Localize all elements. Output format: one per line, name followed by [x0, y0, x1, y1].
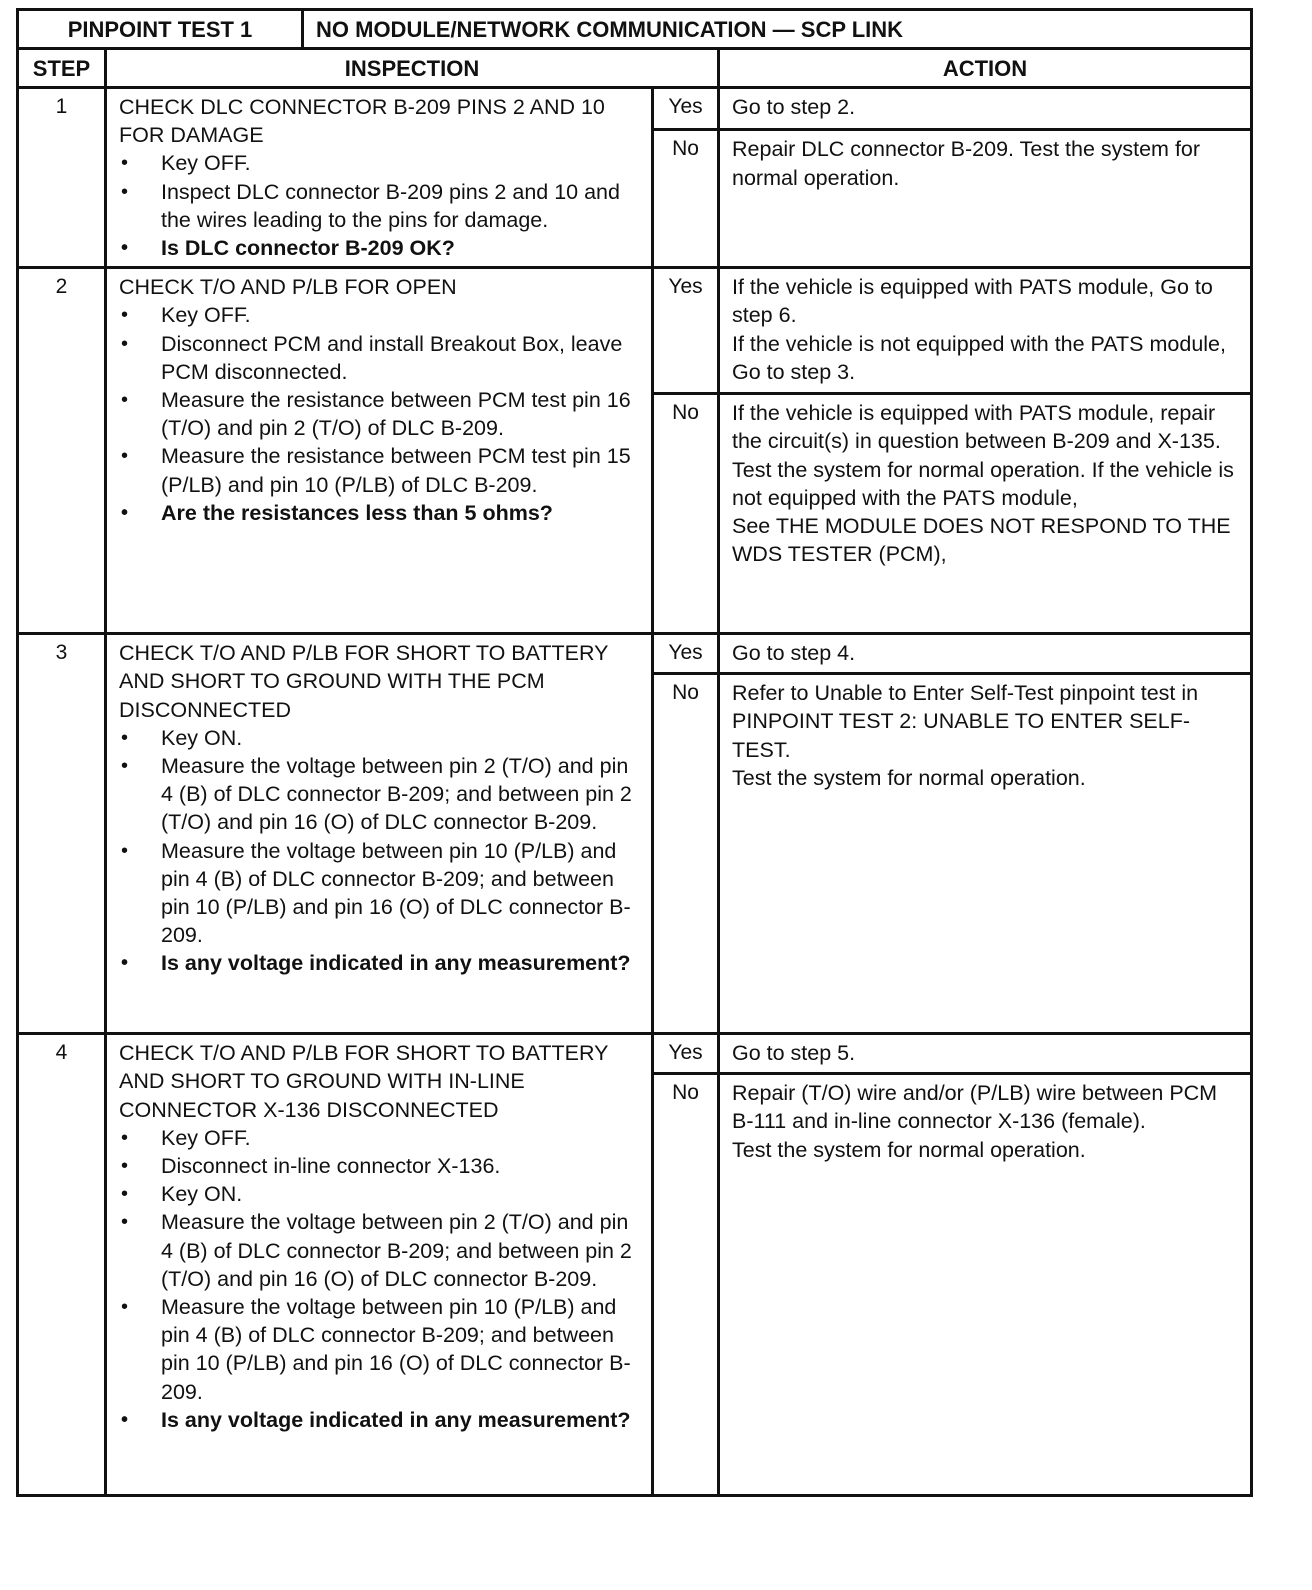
- step-row: [18, 634, 1252, 674]
- no-label: No: [672, 681, 699, 705]
- step-row: [18, 88, 1252, 130]
- step-heading: CHECK T/O AND P/LB FOR SHORT TO BATTERY AND SHORT TO GROUND WITH THE PCM DISCONNECTED: [119, 641, 609, 722]
- inspection-bullet: • Measure the voltage between pin 2 (T/O) and pin 4 (B) of DLC connector B-209; and between pin 2 (T/O) and pin 16 (O) of DLC connector B-209.: [119, 1208, 643, 1293]
- yes-action-text: If the vehicle is not equipped with the PATS module, Go to step 3.: [732, 331, 1226, 384]
- no-action-text: Test the system for normal operation.: [732, 765, 1086, 790]
- yes-action-cell: [719, 88, 1252, 130]
- yes-action-cell: [719, 1034, 1252, 1074]
- yes-label-cell: [653, 1034, 719, 1074]
- yes-label: Yes: [668, 641, 703, 665]
- inspection-bullet: • Measure the resistance between PCM test pin 16 (T/O) and pin 2 (T/O) of DLC B-209.: [119, 386, 643, 442]
- step-number: 3: [55, 641, 68, 665]
- step-number-cell: [18, 268, 106, 634]
- steps-body: [18, 88, 1252, 1496]
- inspection-cell: [106, 268, 653, 634]
- yes-label: Yes: [668, 1041, 703, 1065]
- yes-action-cell: [719, 634, 1252, 674]
- step-number: 2: [55, 275, 68, 299]
- inspection-bullet: • Key OFF.: [119, 301, 643, 329]
- inspection-question: • Is any voltage indicated in any measurement?: [119, 949, 643, 977]
- no-action-text: Test the system for normal operation.: [732, 1137, 1086, 1162]
- step-number-cell: [18, 634, 106, 1034]
- step-number-cell: [18, 88, 106, 268]
- inspection-bullet: • Measure the voltage between pin 2 (T/O) and pin 4 (B) of DLC connector B-209; and between pin 2 (T/O) and pin 16 (O) of DLC connector B-209.: [119, 752, 643, 837]
- test-id-cell: [18, 10, 303, 49]
- inspection-bullet: • Key ON.: [119, 724, 643, 752]
- inspection-bullet: • Disconnect PCM and install Breakout Box, leave PCM disconnected.: [119, 330, 643, 386]
- no-action-text: Refer to Unable to Enter Self-Test pinpoint test in PINPOINT TEST 2: UNABLE TO ENTER SELF-TEST.: [732, 681, 1199, 762]
- yes-action-text: Go to step 2.: [732, 95, 856, 119]
- step-row: [18, 1034, 1252, 1074]
- inspection-bullet: • Inspect DLC connector B-209 pins 2 and 10 and the wires leading to the pins for damage.: [119, 178, 643, 234]
- yes-action-cell: [719, 268, 1252, 394]
- yes-action-text: If the vehicle is equipped with PATS module, Go to step 6.: [732, 275, 1213, 328]
- yes-action-text: Go to step 4.: [732, 641, 856, 666]
- no-label-cell: [653, 674, 719, 1034]
- no-label-cell: [653, 1074, 719, 1496]
- inspection-list: [119, 149, 643, 262]
- action-header: ACTION: [719, 49, 1252, 88]
- no-label: No: [672, 137, 699, 161]
- step-heading: CHECK T/O AND P/LB FOR OPEN: [119, 275, 457, 300]
- inspection-cell: [106, 1034, 653, 1496]
- no-action-cell: [719, 674, 1252, 1034]
- pinpoint-test-table: [16, 8, 1253, 1497]
- step-number: 1: [55, 95, 68, 118]
- inspection-bullet: • Measure the resistance between PCM test pin 15 (P/LB) and pin 10 (P/LB) of DLC B-209.: [119, 442, 643, 498]
- yes-label: Yes: [668, 95, 703, 118]
- inspection-bullet: • Measure the voltage between pin 10 (P/LB) and pin 4 (B) of DLC connector B-209; and between pin 10 (P/LB) and pin 16 (O) of DLC connector B-209.: [119, 837, 643, 950]
- step-row: [18, 268, 1252, 394]
- inspection-cell: [106, 88, 653, 268]
- no-action-cell: [719, 1074, 1252, 1496]
- yes-label-cell: [653, 634, 719, 674]
- no-action-cell: [719, 394, 1252, 634]
- test-name-cell: [303, 10, 1252, 49]
- inspection-list: [119, 724, 643, 978]
- inspection-bullet: • Disconnect in-line connector X-136.: [119, 1152, 643, 1180]
- test-name: NO MODULE/NETWORK COMMUNICATION — SCP LINK: [316, 17, 904, 42]
- no-action-text: Repair (T/O) wire and/or (P/LB) wire between PCM B-111 and in-line connector X-136 (female).: [732, 1081, 1218, 1134]
- inspection-bullet: • Key OFF.: [119, 1124, 643, 1152]
- yes-action-text: Go to step 5.: [732, 1041, 856, 1066]
- inspection-question: • Is DLC connector B-209 OK?: [119, 234, 643, 262]
- inspection-list: [119, 1124, 643, 1434]
- header-row: [18, 49, 1252, 88]
- step-number-cell: [18, 1034, 106, 1496]
- no-action-cell: [719, 130, 1252, 268]
- yes-label: Yes: [668, 275, 703, 299]
- inspection-header: INSPECTION: [106, 49, 719, 88]
- title-row: [18, 10, 1252, 49]
- step-header: STEP: [18, 49, 106, 88]
- no-label-cell: [653, 130, 719, 268]
- test-id: PINPOINT TEST 1: [67, 17, 253, 42]
- yes-label-cell: [653, 268, 719, 394]
- inspection-question: • Is any voltage indicated in any measurement?: [119, 1406, 643, 1434]
- no-label-cell: [653, 394, 719, 634]
- inspection-list: [119, 301, 643, 527]
- inspection-cell: [106, 634, 653, 1034]
- yes-label-cell: [653, 88, 719, 130]
- inspection-bullet: • Measure the voltage between pin 10 (P/LB) and pin 4 (B) of DLC connector B-209; and between pin 10 (P/LB) and pin 16 (O) of DLC connector B-209.: [119, 1293, 643, 1406]
- no-label: No: [672, 1081, 699, 1105]
- inspection-question: • Are the resistances less than 5 ohms?: [119, 499, 643, 527]
- no-action-text: If the vehicle is equipped with PATS module, repair the circuit(s) in question between B-209 and X-135. Test the system for normal operation. If the vehicle is not equipped with the PATS module,: [732, 401, 1234, 510]
- no-label: No: [672, 401, 699, 425]
- step-heading: CHECK DLC CONNECTOR B-209 PINS 2 AND 10 FOR DAMAGE: [119, 95, 605, 148]
- inspection-bullet: • Key ON.: [119, 1180, 643, 1208]
- no-action-text: Repair DLC connector B-209. Test the system for normal operation.: [732, 137, 1201, 190]
- step-heading: CHECK T/O AND P/LB FOR SHORT TO BATTERY AND SHORT TO GROUND WITH IN-LINE CONNECTOR X-136 DISCONNECTED: [119, 1041, 609, 1122]
- inspection-bullet: • Key OFF.: [119, 149, 643, 177]
- step-number: 4: [55, 1041, 68, 1065]
- no-action-text: See THE MODULE DOES NOT RESPOND TO THE WDS TESTER (PCM),: [732, 514, 1231, 567]
